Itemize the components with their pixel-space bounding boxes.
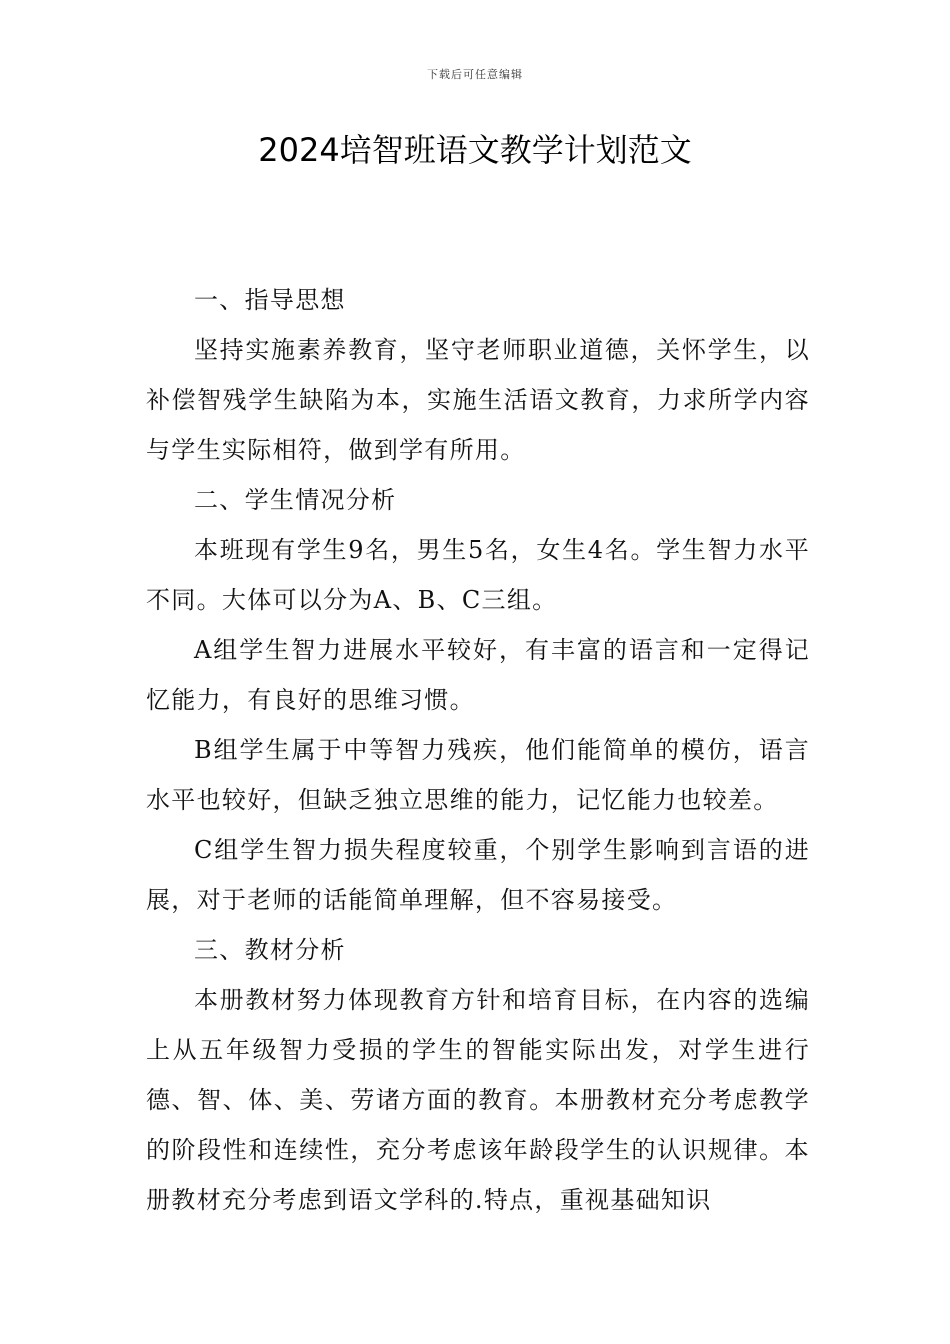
document-body: [146, 275, 810, 1225]
heading-guiding-ideology: 一、指导思想: [194, 286, 346, 314]
paragraph-group-a: A组学生智力进展水平较好，有丰富的语言和一定得记忆能力，有良好的思维习惯。: [146, 636, 810, 714]
heading-student-analysis: 二、学生情况分析: [194, 486, 397, 514]
paragraph-textbook-analysis: 本册教材努力体现教育方针和培育目标，在内容的选编上从五年级智力受损的学生的智能实际出发，对学生进行德、智、体、美、劳诸方面的教育。本册教材充分考虑教学的阶段性和连续性，充分考虑该年龄段学生的认识规律。本册教材充分考虑到语文学科的.特点，重视基础知识: [146, 986, 810, 1214]
paragraph-group-b: B组学生属于中等智力残疾，他们能简单的模仿，语言水平也较好，但缺乏独立思维的能力，记忆能力也较差。: [146, 736, 810, 814]
document-title: 2024培智班语文教学计划范文: [258, 131, 692, 169]
paragraph-group-c: C组学生智力损失程度较重，个别学生影响到言语的进展，对于老师的话能简单理解，但不容易接受。: [146, 836, 810, 914]
paragraph-class-overview: 本班现有学生9名，男生5名，女生4名。学生智力水平不同。大体可以分为A、B、C三组。: [146, 536, 810, 614]
header-note: 下载后可任意编辑: [427, 68, 523, 81]
heading-textbook-analysis: 三、教材分析: [194, 936, 346, 964]
paragraph-guiding-ideology: 坚持实施素养教育，坚守老师职业道德，关怀学生，以补偿智残学生缺陷为本，实施生活语文教育，力求所学内容与学生实际相符，做到学有所用。: [146, 336, 810, 464]
